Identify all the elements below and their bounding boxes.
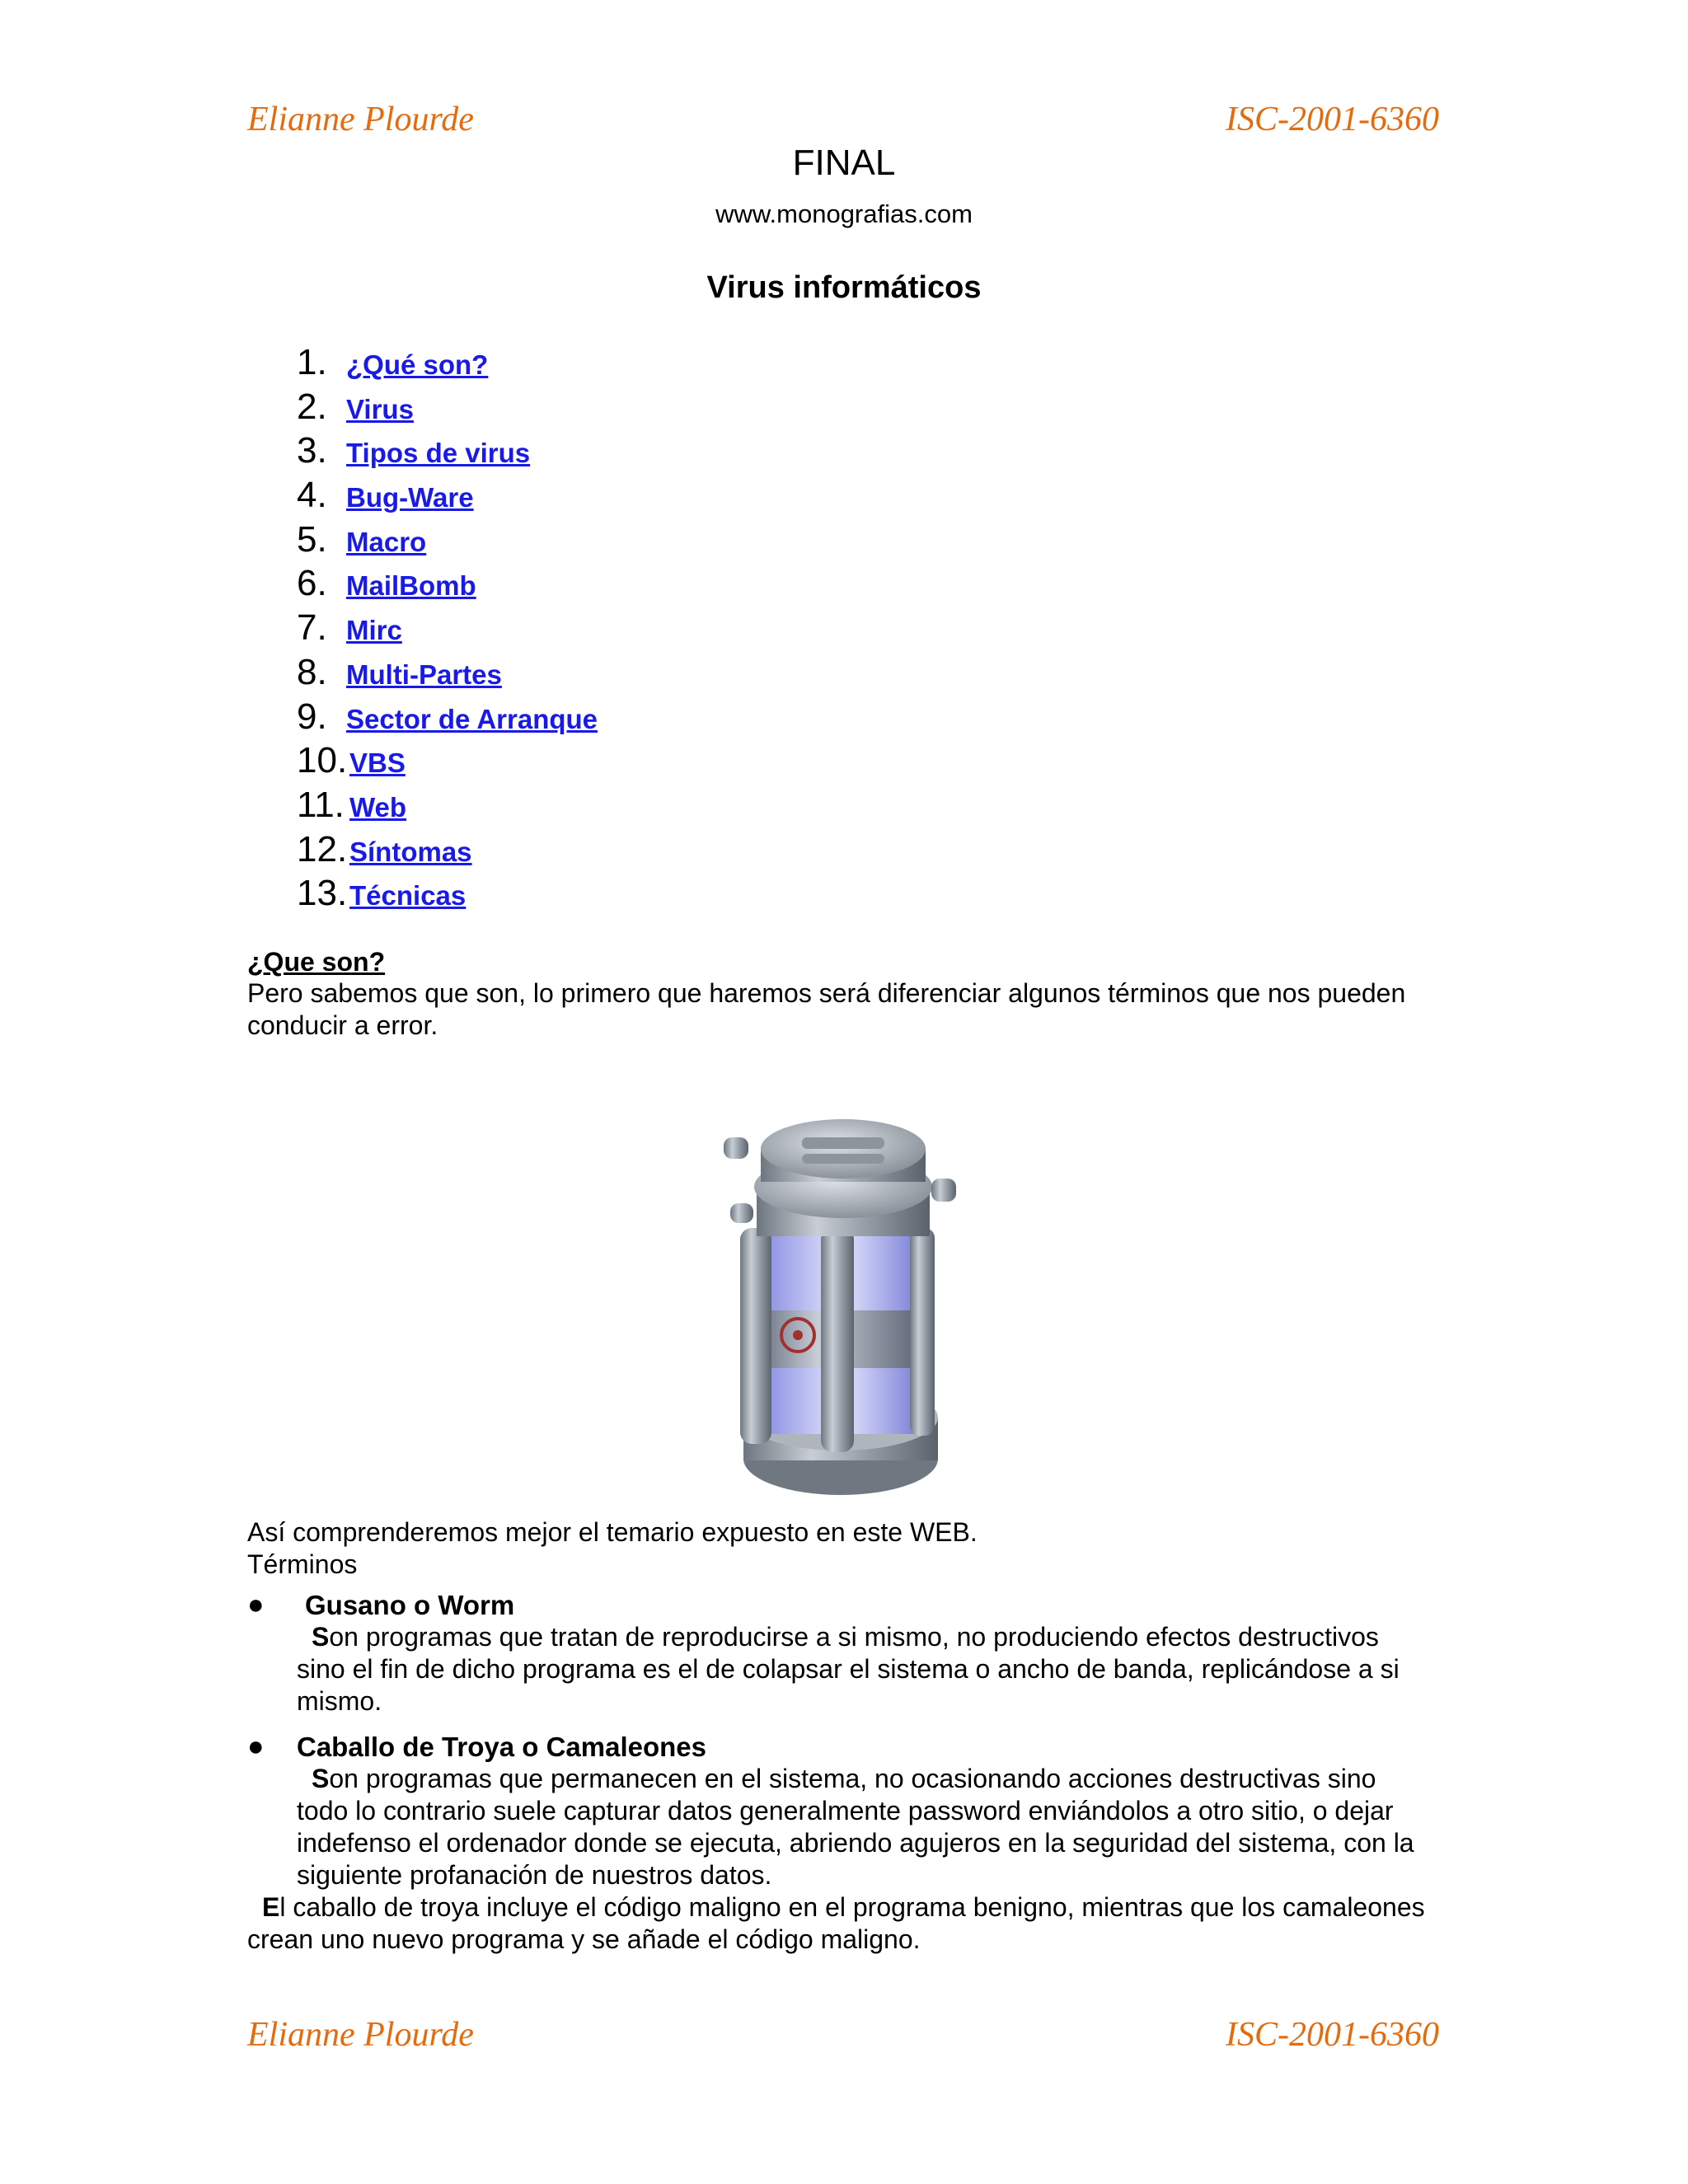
- toc-link-bug-ware[interactable]: Bug-Ware: [346, 482, 474, 513]
- toc-link-sector-de-arranque[interactable]: Sector de Arranque: [346, 703, 598, 734]
- toc-link-tipos-de-virus[interactable]: Tipos de virus: [346, 438, 531, 469]
- toc-item: [297, 518, 598, 562]
- toc-link-que-son[interactable]: ¿Qué son?: [346, 349, 489, 380]
- bullet-title-caballo: Caballo de Troya o Camaleones: [297, 1732, 706, 1762]
- toc-item: [297, 606, 598, 650]
- toc-item: [297, 783, 598, 827]
- toc-item: [297, 473, 598, 518]
- bullet-title-gusano: Gusano o Worm: [305, 1590, 515, 1620]
- toc-item: [297, 871, 598, 916]
- footer-author: Elianne Plourde: [247, 2016, 474, 2054]
- bullet-body-text: on programas que tratan de reproducirse a si mismo, no produciendo efectos destructivos sino el fin de dicho programa es el de colapsar el sistema o ancho de banda, replicándose a si mismo.: [297, 1622, 1400, 1716]
- toc-number: 2.: [297, 386, 327, 427]
- terms-label: Términos: [247, 1549, 358, 1579]
- after-image-text: Así comprenderemos mejor el temario expuesto en este WEB.: [247, 1517, 978, 1547]
- toc-link-mailbomb[interactable]: MailBomb: [346, 570, 476, 602]
- toc-number: 11.: [297, 784, 345, 825]
- toc-link-macro[interactable]: Macro: [346, 526, 427, 557]
- toc-number: 3.: [297, 430, 327, 471]
- toc-link-vbs[interactable]: VBS: [349, 748, 406, 779]
- toc-number: 1.: [297, 342, 327, 382]
- toc-number: 9.: [297, 696, 327, 737]
- toc-link-web[interactable]: Web: [349, 791, 407, 823]
- bullet-body-caballo: [297, 1763, 1434, 1891]
- toc-number: 8.: [297, 651, 327, 692]
- page-title: Virus informáticos: [706, 270, 982, 305]
- bullet-dot: ●: [247, 1589, 265, 1620]
- doc-site: www.monografias.com: [715, 199, 973, 228]
- bullet-body-gusano: [297, 1621, 1434, 1718]
- toc-item: [297, 650, 598, 695]
- toc-link-virus[interactable]: Virus: [346, 393, 414, 424]
- header-code: ISC-2001-6360: [1226, 101, 1439, 138]
- toc-link-multi-partes[interactable]: Multi-Partes: [346, 658, 502, 690]
- toc-item: [297, 340, 598, 385]
- bullet-dot: ●: [247, 1731, 265, 1762]
- drop-letter: S: [312, 1764, 330, 1793]
- doc-final-label: FINAL: [792, 143, 896, 183]
- toc-link-sintomas[interactable]: Síntomas: [349, 836, 472, 867]
- toc-number: 7.: [297, 607, 327, 649]
- toc-number: 12.: [297, 828, 348, 869]
- closing-paragraph: [247, 1891, 1426, 1956]
- closing-text: l caballo de troya incluye el código maligno en el programa benigno, mientras que los camaleones crean uno nuevo programa y se añade el código maligno.: [247, 1892, 1425, 1954]
- bullet-body-text: on programas que permanecen en el sistema, no ocasionando acciones destructivas sino todo lo contrario suele capturar datos generalmente password enviándolos a otro sitio, o dejar indefenso el ordenador donde se ejecuta, abriendo agujeros en la seguridad del sistema, con la siguiente profanación de nuestros datos.: [297, 1764, 1414, 1890]
- toc-item: [297, 429, 598, 473]
- intro-paragraph: Pero sabemos que son, lo primero que haremos será diferenciar algunos términos que nos pueden conducir a error.: [247, 978, 1406, 1040]
- toc-item: [297, 827, 598, 872]
- toc-link-tecnicas[interactable]: Técnicas: [349, 880, 467, 912]
- toc-link-mirc[interactable]: Mirc: [346, 615, 402, 646]
- section-heading: ¿Que son?: [247, 947, 386, 977]
- toc-number: 4.: [297, 475, 327, 516]
- table-of-contents: [297, 340, 598, 916]
- biohazard-canister-image: [715, 1104, 963, 1508]
- toc-number: 13.: [297, 873, 348, 914]
- toc-item: [297, 385, 598, 429]
- drop-letter: S: [312, 1622, 330, 1652]
- drop-letter: E: [262, 1892, 280, 1922]
- footer-code: ISC-2001-6360: [1226, 2016, 1439, 2054]
- toc-item: [297, 695, 598, 739]
- toc-number: 6.: [297, 563, 327, 604]
- toc-number: 5.: [297, 518, 327, 560]
- header-author: Elianne Plourde: [247, 101, 474, 138]
- toc-number: 10.: [297, 740, 348, 781]
- toc-item: [297, 738, 598, 783]
- toc-item: [297, 561, 598, 606]
